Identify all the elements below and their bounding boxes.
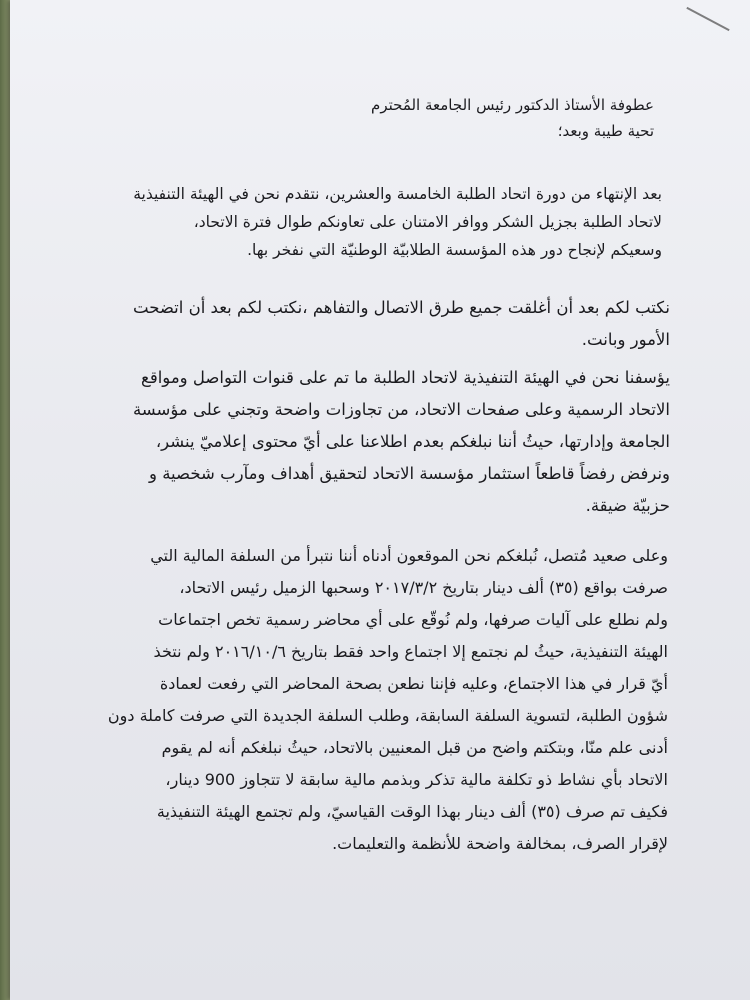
paragraph-thanks — [133, 180, 662, 264]
paragraph-line: يؤسفنا نحن في الهيئة التنفيذية لاتحاد الطلبة ما تم على قنوات التواصل ومواقع — [141, 368, 670, 387]
paragraph-line: الأمور وبانت. — [581, 330, 670, 349]
paragraph-media — [133, 362, 670, 522]
paragraph-line: الهيئة التنفيذية، حيثُ لم نجتمع إلا اجتماع واحد فقط بتاريخ ٢٠١٦/١٠/٦ ولم نتخذ — [153, 642, 668, 661]
paragraph-finance — [108, 540, 668, 860]
paragraph-line: شؤون الطلبة، لتسوية السلفة السابقة، وطلب السلفة الجديدة التي صرفت كاملة دون — [107, 706, 668, 725]
salutation-block — [371, 92, 654, 144]
paragraph-line: صرفت بواقع (٣٥) ألف دينار بتاريخ ٢٠١٧/٣/٢ وسحبها الزميل رئيس الاتحاد، — [179, 578, 668, 597]
paragraph-line: الجامعة وإدارتها، حيثُ أننا نبلغكم بعدم اطلاعنا على أيّ محتوى إعلاميّ ينشر، — [155, 432, 670, 451]
paragraph-line: بعد الإنتهاء من دورة اتحاد الطلبة الخامسة والعشرين، نتقدم نحن في الهيئة التنفيذية — [133, 185, 662, 203]
paragraph-line: أدنى علم منّا، وبتكتم واضح من قبل المعنيين بالاتحاد، حيثُ نبلغكم أنه لم يقوم — [161, 738, 668, 757]
greeting-line: تحية طيبة وبعد؛ — [557, 122, 654, 140]
paragraph-line: الاتحاد بأي نشاط ذو تكلفة مالية تذكر وبذمم مالية سابقة لا تتجاوز 900 دينار، — [165, 770, 668, 789]
pen-mark — [686, 7, 729, 31]
paragraph-line: وسعيكم لإنجاح دور هذه المؤسسة الطلابيّة الوطنيّة التي نفخر بها. — [247, 241, 662, 259]
paragraph-communication — [133, 292, 670, 356]
paragraph-line: لإقرار الصرف، بمخالفة واضحة للأنظمة والتعليمات. — [332, 834, 668, 853]
addressee-line: عطوفة الأستاذ الدكتور رئيس الجامعة المُحترم — [371, 96, 654, 114]
paragraph-line: نكتب لكم بعد أن أغلقت جميع طرق الاتصال والتفاهم ،نكتب لكم بعد أن اتضحت — [133, 298, 670, 317]
paragraph-line: أيّ قرار في هذا الاجتماع، وعليه فإننا نطعن بصحة المحاضر التي رفعت لعمادة — [159, 674, 668, 693]
paragraph-line: فكيف تم صرف (٣٥) ألف دينار بهذا الوقت القياسيّ، ولم تجتمع الهيئة التنفيذية — [156, 802, 668, 821]
paragraph-line: وعلى صعيد مُتصل، نُبلغكم نحن الموقعون أدناه أننا نتبرأ من السلفة المالية التي — [150, 546, 668, 565]
letter-page — [10, 0, 750, 1000]
paragraph-line: ونرفض رفضاً قاطعاً استثمار مؤسسة الاتحاد لتحقيق أهداف ومآرب شخصية و — [149, 464, 670, 483]
paragraph-line: الاتحاد الرسمية وعلى صفحات الاتحاد، من تجاوزات واضحة وتجني على مؤسسة — [132, 400, 670, 419]
paragraph-line: حزبيّة ضيقة. — [585, 496, 670, 515]
paragraph-line: لاتحاد الطلبة بجزيل الشكر ووافر الامتنان على تعاونكم طوال فترة الاتحاد، — [193, 213, 662, 231]
paragraph-line: ولم نطلع على آليات صرفها، ولم نُوقّع على أي محاضر رسمية تخص اجتماعات — [158, 610, 668, 629]
